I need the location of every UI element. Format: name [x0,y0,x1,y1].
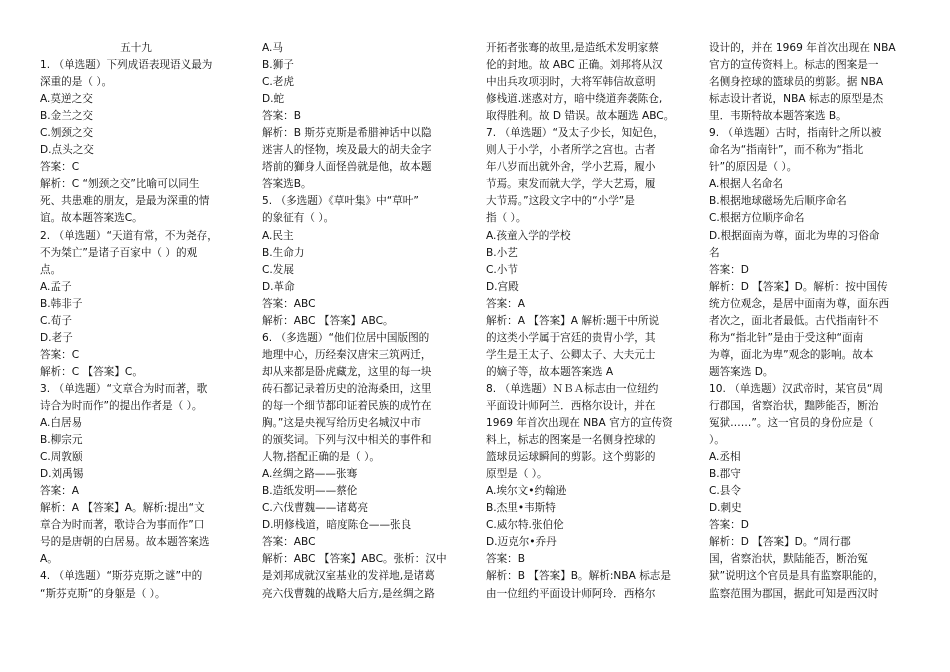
text-line: 不为桀亡”是诸子百家中（ ）的观 [40,246,198,259]
text-line: 的颁奖词。下列与汉中相关的事件和 [262,434,432,447]
text-line: 伦的封地。故 ABC 正确。刘邦将从汉 [486,59,663,72]
text-line: 的嫡子等，故本题答案选 A [486,365,614,378]
text-line: 塔前的獅身人面怪兽就是他，故本题 [262,161,432,174]
text-line: 监察范围为郡国，据此可知是西汉时 [709,587,879,600]
text-line: 里．韦斯特故本题答案选 B。 [709,110,847,123]
text-line: B.小艺 [486,246,518,259]
text-line: 6. （多选题）“他们位居中国版图的 [262,331,430,344]
text-line: D.老子 [40,331,73,344]
text-line: 解析：B 【答案】B。解析:NBA 标志是 [486,570,671,583]
text-line: A.丞相 [709,451,741,464]
text-line: 答案：ABC [262,297,316,310]
text-line: ）。 [709,434,725,447]
text-line: 标志设计者说，NBA 标志的原型是杰 [709,93,884,106]
text-line: 解析：B 斯芬克斯是希腊神话中以隐 [262,127,432,140]
text-line: C.老虎 [262,76,294,89]
text-line: 是刘邦成就汉室基业的发祥地,是诸葛 [262,570,435,583]
text-line: 中出兵攻项羽时，大将军韩信故意明 [486,76,656,89]
text-line: 节焉。束发而就大学，学大艺焉，履 [486,178,656,191]
text-line: 答案选B。 [262,178,312,191]
text-line: D.革命 [262,280,295,293]
text-line: 料上，标志的图案是一名侧身控球的 [486,434,656,447]
text-line: C.荀子 [40,314,72,327]
column-2 [262,40,454,603]
text-line: 答案：A [486,297,526,310]
text-line: 答案：A [40,485,80,498]
text-line: D.宫殿 [486,280,519,293]
text-line: D.点头之交 [40,144,94,157]
text-line: 命名为“指南针”，而不称为“指北 [709,144,864,157]
text-line: A.民主 [262,229,294,242]
text-line: 国，省察治状，默陆能否，断治冤 [709,553,868,566]
text-line: 人物,搭配正确的是（ ）。 [262,451,380,464]
text-line: D.根据面南为尊，面北为卑的习俗命 [709,229,880,242]
text-line: B.生命力 [262,246,305,259]
text-line: 答案：B [262,110,302,123]
text-line: D.刺史 [709,502,742,515]
text-line: A.马 [262,42,284,54]
text-line: A.丝绸之路——张骞 [262,468,358,481]
text-line: B.根据地球磁场先后顺序命名 [709,195,847,208]
text-line: D.刘禹锡 [40,468,84,481]
text-line: 者次之，面北者最低。古代指南针不 [709,314,879,327]
text-line: B.韩非子 [40,297,83,310]
text-line: C.刎颈之交 [40,127,94,140]
text-line: 原型是（ ）。 [486,468,548,481]
text-line: 解析：D 【答案】D。解析：按中国传 [709,280,888,293]
text-line: B.杰里•韦斯特 [486,502,556,515]
text-line: 解析：A 【答案】A 解析:题干中所说 [486,314,660,327]
column-1 [40,40,232,603]
text-line: 的这类小学属于宫廷的贵胄小学，其 [486,331,656,344]
text-line: 解析：ABC 【答案】ABC。张析：汉中 [262,553,447,566]
text-line: 8. （单选题）ＮＢＡ标志由一位纽约 [486,382,659,395]
text-line: 答案：ABC [262,536,316,549]
column-3 [486,40,678,603]
text-line: B.郡守 [709,468,741,481]
text-line: 设计的，并在 1969 年首次出现在 NBA [709,42,896,54]
text-line: 则人于小学，小者所学之宫也。古者 [486,144,656,157]
text-line: 答案：D [709,519,749,532]
text-line: C.威尔特.张伯伦 [486,519,564,532]
text-line: 9. （单选题）古时，指南针之所以被 [709,127,882,140]
text-line: 号的是唐朝的白居易。故本题答案选 [40,536,210,549]
text-line: 解析：ABC 【答案】ABC。 [262,314,394,327]
text-line: 篮球员运球瞬间的剪影。这个剪影的 [486,451,656,464]
text-line: A.根据人名命名 [709,178,783,191]
text-line: 的每一个细节都印证着民族的成竹在 [262,399,432,412]
text-line: 答案：C [40,348,80,361]
text-line: A.莫逆之交 [40,93,93,106]
text-line: 官方的宣传资料上。标志的图案是一 [709,59,879,72]
section-title: 五十九 [120,42,152,54]
text-line: 点。 [40,263,62,276]
text-line: D.迈克尔•乔丹 [486,536,557,549]
text-line: 迷害人的怪物，埃及最大的胡夫金字 [262,144,432,157]
text-line: 的象征有（ ）。 [262,212,335,225]
text-line: 却从来都是卧虎藏龙，这里的每一块 [262,365,432,378]
text-line: 胸。”这是央视写给历史名城汉中市 [262,417,422,430]
text-line: 谊。故本题答案选C。 [40,212,143,225]
text-line: 学生是王太子、公卿太子、大夫元士 [486,348,656,361]
text-line: A.孩童入学的学校 [486,229,571,242]
text-line: 3. （单选题）“文章合为时而著，歌 [40,382,208,395]
text-line: C.周敦颐 [40,451,83,464]
text-line: 狱”说明这个官员是具有监察职能的， [709,570,884,583]
text-line: 7. （单选题）“及太子少长，知妃色， [486,127,664,140]
text-line: 答案：D [709,263,749,276]
text-line: 名侧身控球的篮球员的剪影。据 NBA [709,76,884,89]
text-line: A.孟子 [40,280,72,293]
text-line: 大节焉。”这段文字中的“小学”是 [486,195,635,208]
text-line: 章合为时而著，歌诗合为事而作”口 [40,519,205,532]
text-line: 开拓者张骞的故里,是造纸术发明家蔡 [486,42,659,54]
text-line: 10. （单选题）汉武帝时，某官员“周 [709,382,884,395]
text-line: 亮六伐曹魏的战略大后方,是丝绸之路 [262,587,435,600]
text-line: A.白居易 [40,417,83,430]
text-line: 称为“指北针”是由于受这种“面南 [709,331,864,344]
text-line: A.埃尔文•约翰逊 [486,485,567,498]
text-line: 4. （单选题）“斯芬克斯之谜”中的 [40,570,203,583]
text-line: 5. （多选题）《草叶集》中“草叶” [262,195,419,208]
text-line: 名 [709,246,720,259]
text-line: 为尊，面北为卑”观念的影响。故本 [709,348,874,361]
text-line: 解析：C “刎颈之交”比喻可以同生 [40,178,200,191]
text-line: 冤狱……”。这一官员的身份应是（ [709,417,874,430]
text-line: 行郡国，省察治状，黜陟能否，断治 [709,399,879,412]
text-line: B.狮子 [262,59,294,72]
text-line: B.金兰之交 [40,110,94,123]
text-line: 答案：C [40,161,80,174]
text-line: 死、共患难的朋友，是最为深重的情 [40,195,210,208]
text-line: 由一位纽约平面设计师阿玲．西格尔 [486,587,656,600]
text-line: D.明修栈道，暗度陈仓——张良 [262,519,412,532]
text-line: 解析：D 【答案】D。“周行郡 [709,536,851,549]
text-line: 指（ ）。 [486,212,527,225]
text-line: 砖石都记录着历史的沧海桑田，这里 [262,382,432,395]
text-line: 平面设计师阿兰．西格尔设计，并在 [486,399,656,412]
text-line: 针”的原因是（ ）。 [709,161,798,174]
text-line: 解析：C 【答案】C。 [40,365,143,378]
text-line: 2. （单选题）“天道有常，不为尧存， [40,229,218,242]
text-line: 取得胜利。故 D 错误。故本题选 ABC。 [486,110,675,123]
text-line: 年八岁而出就外舍，学小艺焉，履小 [486,161,656,174]
column-4 [709,40,901,603]
text-line: 诗合为时而作”的提出作者是（ ）。 [40,399,203,412]
text-line: 1969 年首次出现在 NBA 官方的宣传资 [486,417,673,430]
text-line: A。 [40,553,58,566]
text-line: B.造纸发明——蔡伦 [262,485,358,498]
text-line: B.柳宗元 [40,434,83,447]
text-line: 深重的是（ ）。 [40,76,113,89]
text-line: 统方位观念，是居中面南为尊，面东西 [709,297,890,310]
text-line: C.六伐曹魏——诸葛亮 [262,502,369,515]
text-line: 1. （单选题）下列成语表现语义最为 [40,59,213,72]
text-line: “斯芬克斯”的身躯是（ ）。 [40,587,166,600]
text-line: C.发展 [262,263,294,276]
text-line: D.蛇 [262,93,285,106]
text-line: 修栈道.迷惑对方，暗中绕道奔袭陈仓, [486,93,663,106]
text-line: C.根据方位顺序命名 [709,212,805,225]
text-line: 答案：B [486,553,526,566]
text-line: C.小节 [486,263,518,276]
text-line: 解析：A 【答案】A。解析:提出“文 [40,502,205,515]
text-line: C.县令 [709,485,741,498]
text-line: 地理中心，历经秦汉唐宋三筑两迁， [262,348,432,361]
text-line: 题答案选 D。 [709,365,774,378]
